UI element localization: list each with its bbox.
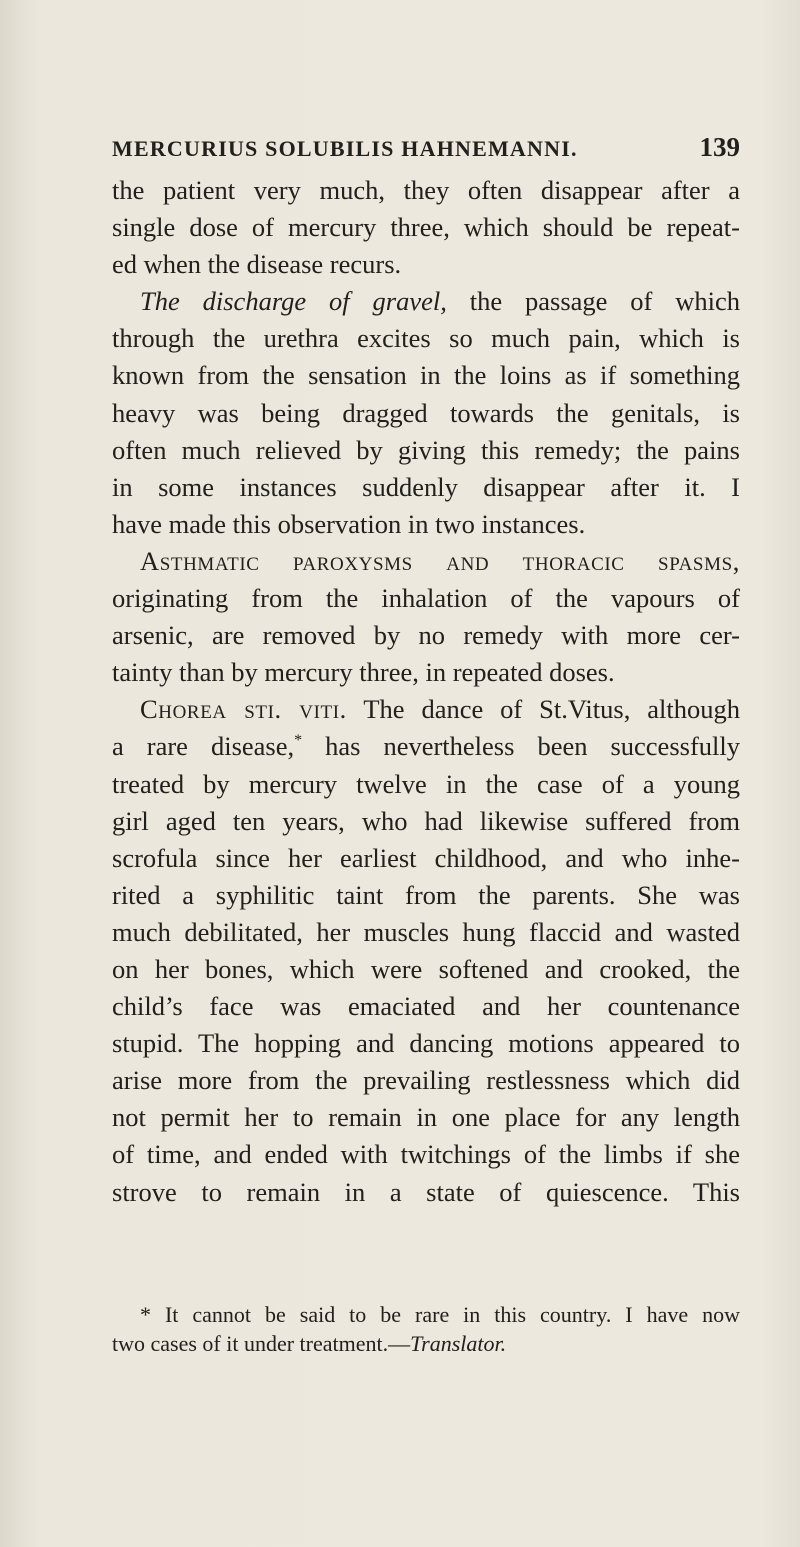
footnote-reference[interactable]: * [294,732,303,750]
text-line: single dose of mercury three, which should be repeat- [112,212,740,243]
text-line: treated by mercury twelve in the case of a young [112,768,740,799]
paragraph-chorea-start [112,691,740,728]
text-line: arsenic, are removed by no remedy with more cer- [112,620,740,651]
text-line: ed when the disease recurs. [112,249,402,280]
page-number: 139 [699,132,740,162]
text-line: scrofula since her earliest childhood, and who inhe- [112,842,740,873]
text-line: often much relieved by giving this remedy; the pains [112,434,740,465]
footnote-text: two cases of it under treatment.— [112,1331,411,1356]
text-line: known from the sensation in the loins as if something [112,360,740,391]
text-line: arise more from the prevailing restlessness which did [112,1065,740,1096]
text-line: child’s face was emaciated and her countenance [112,991,740,1022]
text-line: heavy was being dragged towards the genitals, is [112,397,740,428]
text-line: rited a syphilitic taint from the parents. She was [112,879,740,910]
text-line: on her bones, which were softened and crooked, the [112,953,740,984]
text-line: originating from the inhalation of the vapours of [112,583,740,614]
running-header [112,132,740,163]
footnote [112,1300,740,1358]
paragraph-gravel-start [112,283,740,320]
text-line: in some instances suddenly disappear after it. I [112,471,740,502]
text-line: stupid. The hopping and dancing motions appeared to [112,1028,740,1059]
footnote-line [112,1300,740,1329]
chorea-lead: The dance of St.Vitus, although [363,694,740,725]
text-line: have made this observation in two instances. [112,508,586,539]
running-title: MERCURIUS SOLUBILIS HAHNEMANNI. [112,136,578,161]
text-line: not permit her to remain in one place for any length [112,1102,740,1133]
text-fragment: a rare disease, [112,731,295,762]
text-line: through the urethra excites so much pain, which is [112,323,740,354]
text-line: girl aged ten years, who had likewise suffered from [112,805,740,836]
text-line: tainty than by mercury three, in repeated doses. [112,657,615,688]
chorea-heading: Chorea sti. viti. [140,694,347,725]
text-line-with-footnote [112,728,740,765]
footnote-text: It cannot be said to be rare in this country. I have now [164,1302,740,1327]
footnote-line [112,1329,740,1358]
gravel-heading: The discharge of gravel, [140,286,447,317]
text-fragment: has nevertheless been successfully [325,731,740,762]
footnote-attribution: Translator. [410,1331,507,1356]
text-line: the patient very much, they often disappear after a [112,175,740,205]
text-line: of time, and ended with twitchings of the limbs if she [112,1139,740,1170]
body-text [112,172,740,1211]
footnote-marker: * [140,1302,151,1327]
text-line: passage of which [525,286,741,317]
text-line: strove to remain in a state of quiescence. This [112,1176,740,1207]
gravel-lead: the [469,286,503,317]
asthma-heading: Asthmatic paroxysms and thoracic spasms, [140,545,740,576]
text-line: much debilitated, her muscles hung flaccid and wasted [112,916,740,947]
